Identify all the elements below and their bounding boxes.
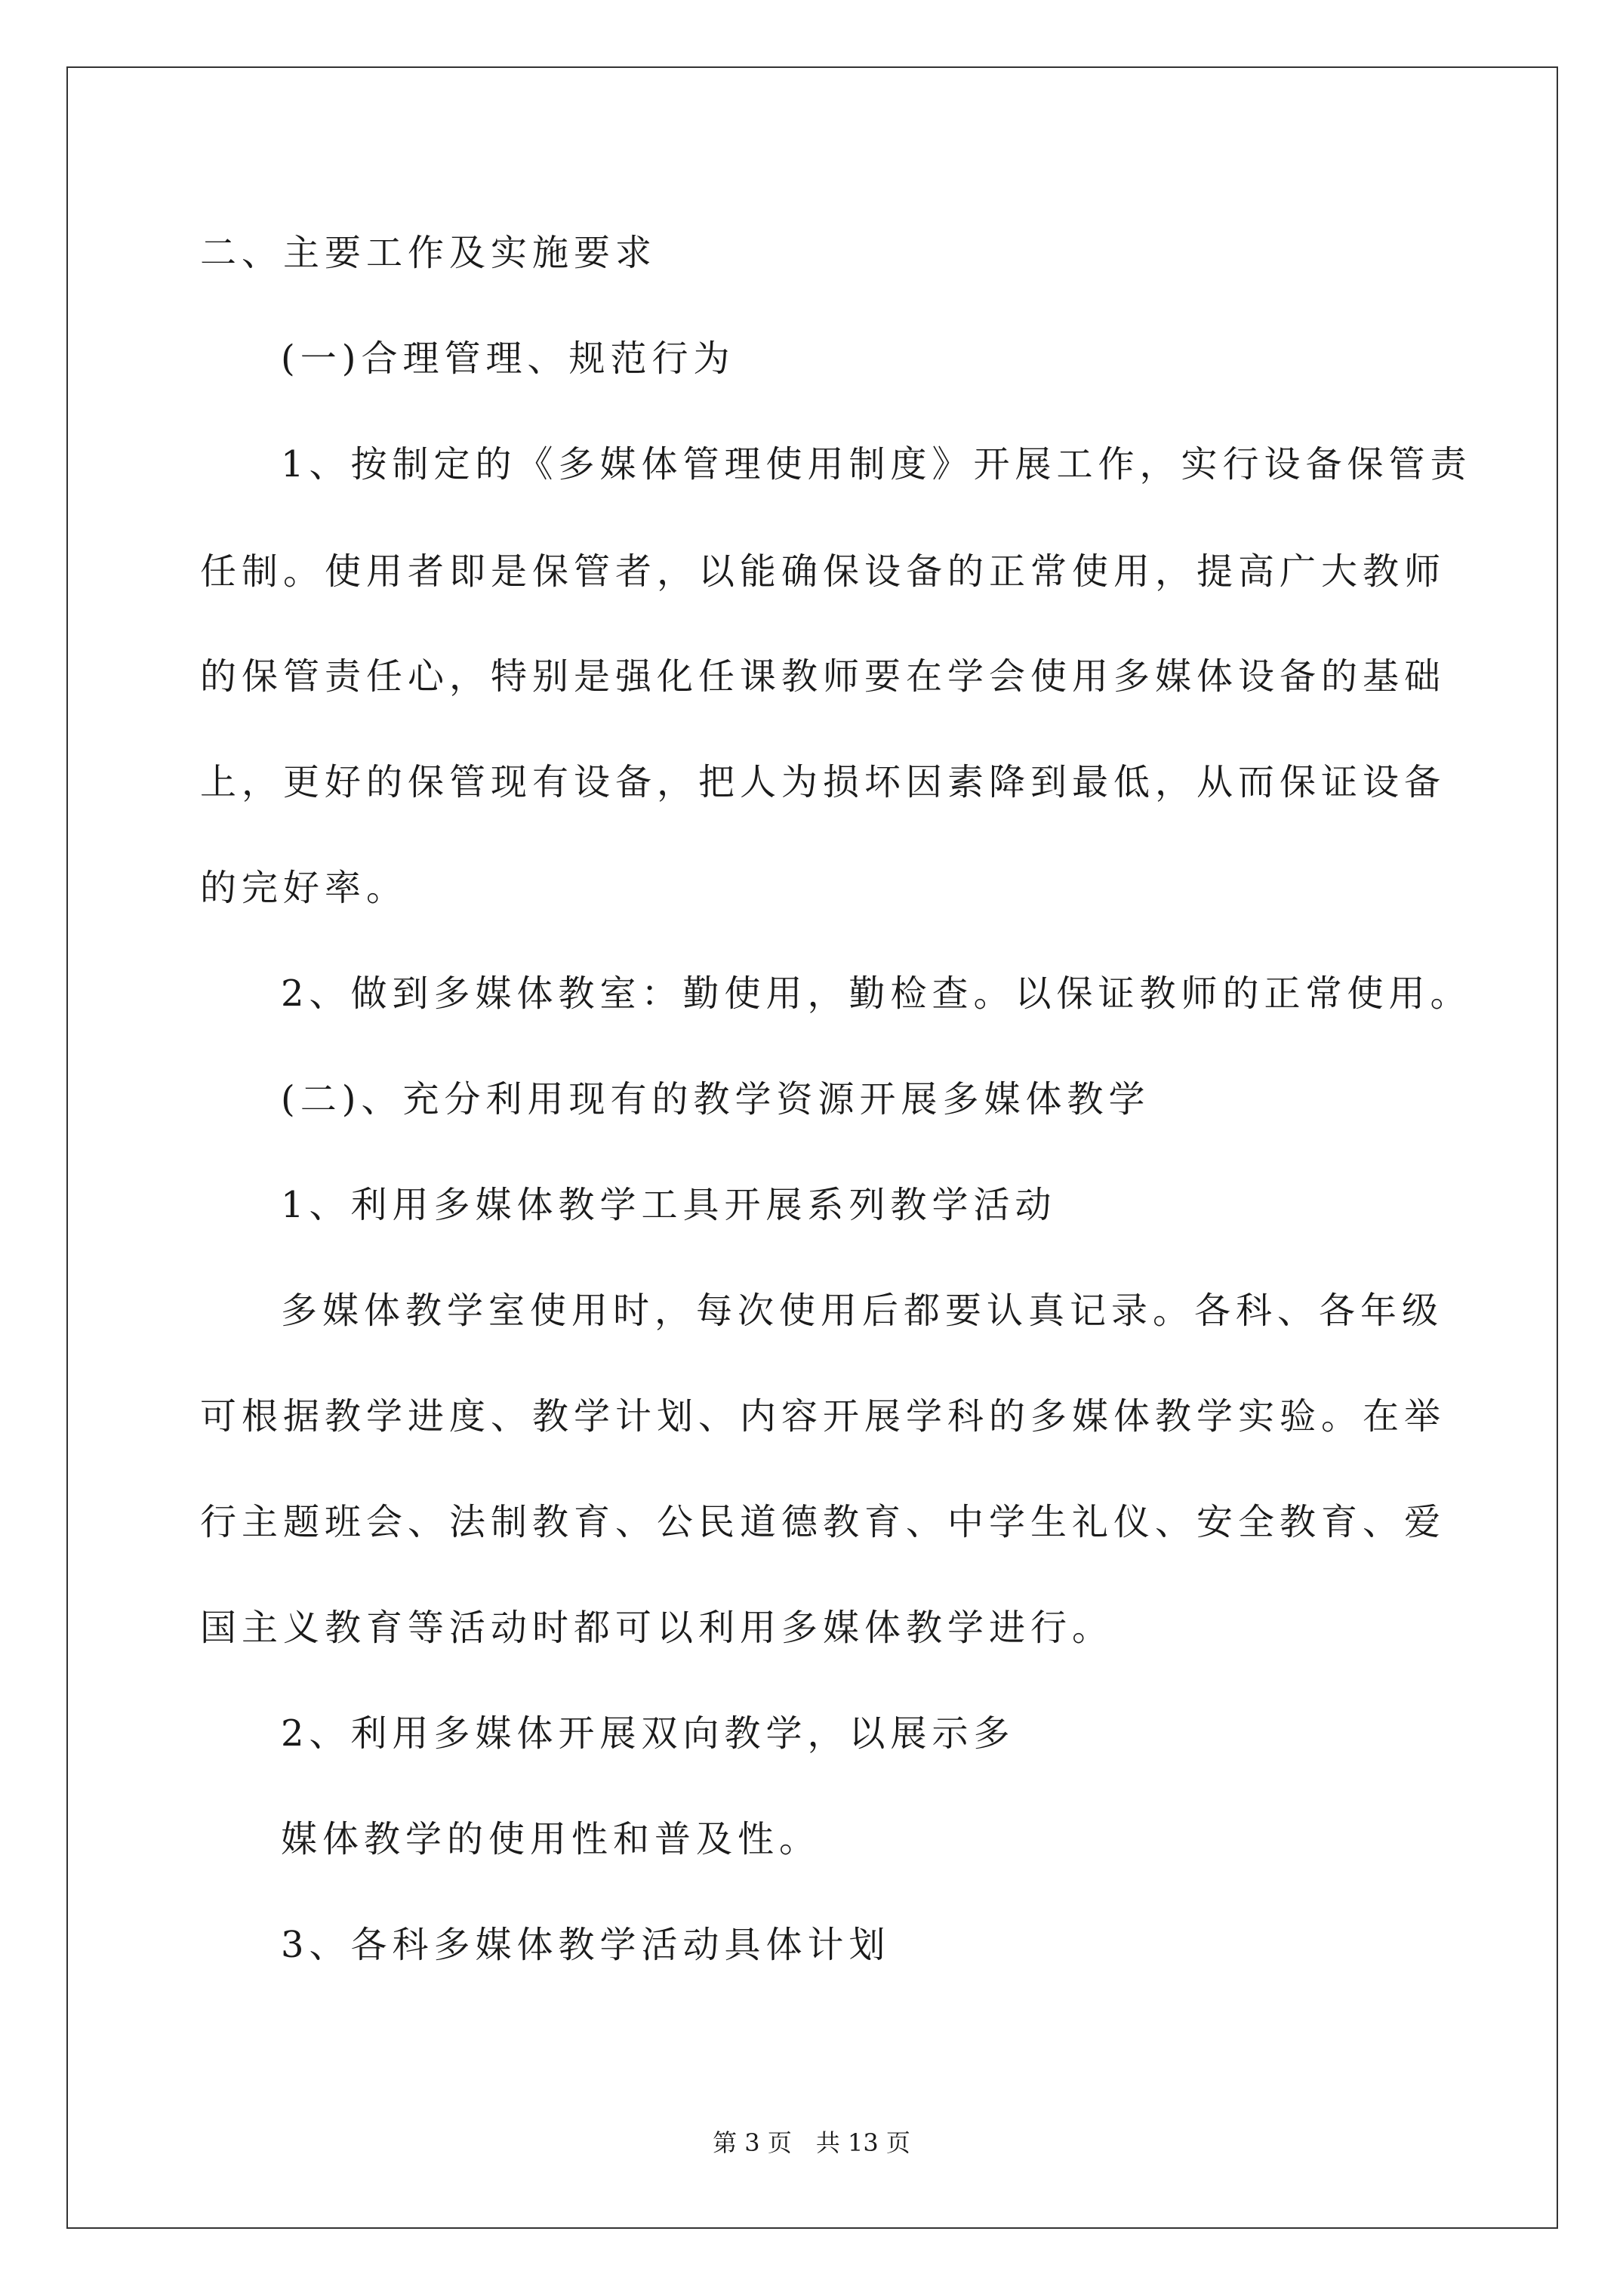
paragraph-line: 行主题班会、法制教育、公民道德教育、中学生礼仪、安全教育、爱 xyxy=(200,1501,1446,1543)
subsection-heading: (一)合理管理、规范行为 xyxy=(281,337,735,380)
paragraph-line: 可根据教学进度、教学计划、内容开展学科的多媒体教学实验。在举 xyxy=(200,1395,1446,1438)
section-heading: 二、主要工作及实施要求 xyxy=(200,232,658,274)
subsection-heading: (二)、充分利用现有的教学资源开展多媒体教学 xyxy=(281,1078,1150,1120)
paragraph-line: 的完好率。 xyxy=(200,867,408,909)
paragraph-line: 任制。使用者即是保管者，以能确保设备的正常使用，提高广大教师 xyxy=(200,550,1446,593)
paragraph-line: 3、各科多媒体教学活动具体计划 xyxy=(281,1924,891,1966)
paragraph-line: 的保管责任心，特别是强化任课教师要在学会使用多媒体设备的基础 xyxy=(200,655,1446,698)
paragraph-line: 上，更好的保管现有设备，把人为损坏因素降到最低，从而保证设备 xyxy=(200,761,1446,803)
paragraph-line: 1、利用多媒体教学工具开展系列教学活动 xyxy=(281,1184,1057,1226)
page-footer: 第 3 页 共 13 页 xyxy=(713,2128,910,2157)
paragraph-line: 2、做到多媒体教室：勤使用，勤检查。以保证教师的正常使用。 xyxy=(281,972,1472,1015)
page-border xyxy=(66,66,1558,2229)
paragraph-line: 国主义教育等活动时都可以利用多媒体教学进行。 xyxy=(200,1607,1114,1649)
paragraph-line: 1、按制定的《多媒体管理使用制度》开展工作，实行设备保管责 xyxy=(281,443,1472,485)
paragraph-line: 2、利用多媒体开展双向教学，以展示多 xyxy=(281,1712,1015,1755)
paragraph-line: 多媒体教学室使用时，每次使用后都要认真记录。各科、各年级 xyxy=(281,1290,1444,1332)
paragraph-line: 媒体教学的使用性和普及性。 xyxy=(281,1818,821,1860)
